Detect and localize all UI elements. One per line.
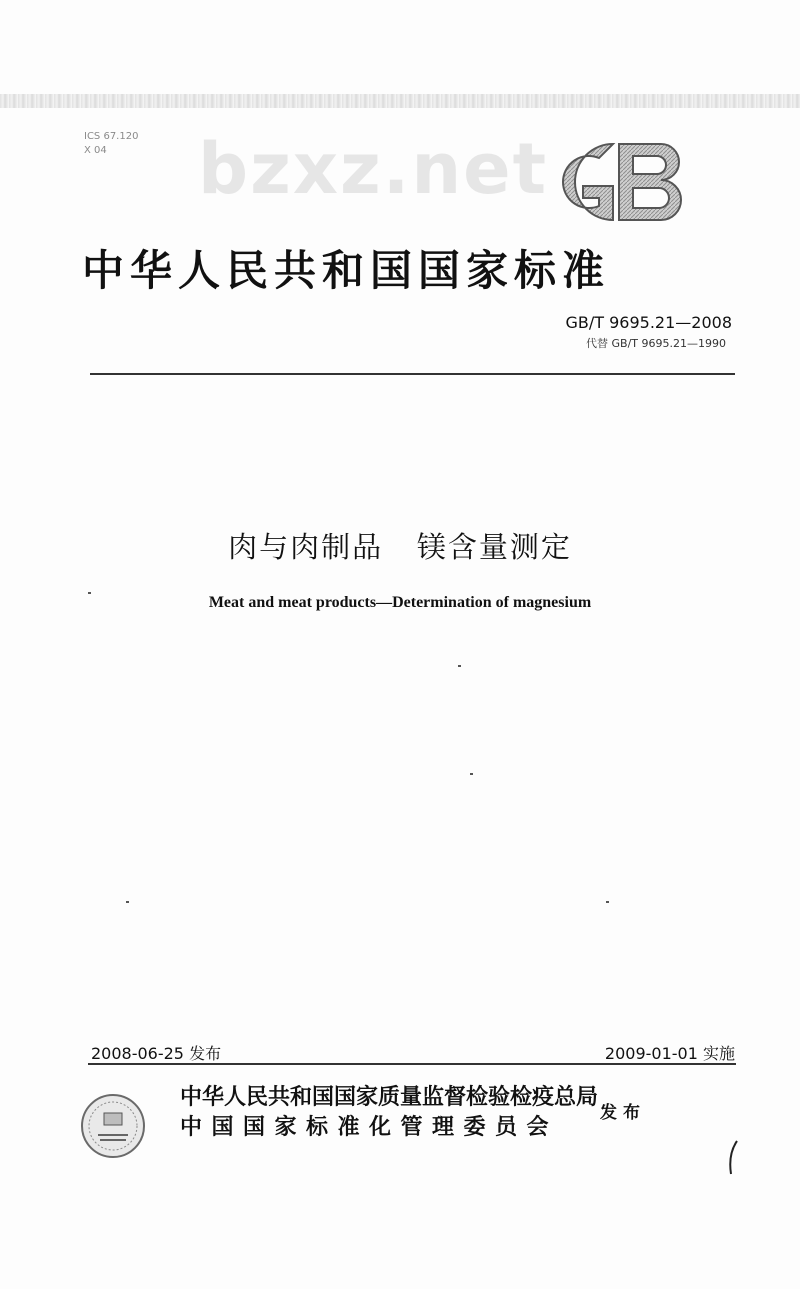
ics-code: ICS 67.120: [84, 131, 139, 142]
official-seal-icon: [80, 1093, 146, 1159]
classification-codes: [84, 130, 138, 158]
scan-speck: [126, 901, 129, 903]
issue-date: 2008-06-25 发布: [91, 1044, 222, 1063]
replaced-standard: 代替 GB/T 9695.21—1990: [586, 337, 726, 350]
scan-noise-strip: [0, 94, 800, 108]
scan-speck: [470, 773, 473, 775]
gb-logo-icon: [535, 134, 695, 230]
site-watermark: bzxz.net: [198, 128, 549, 210]
implementation-date: 2009-01-01 实施: [604, 1044, 735, 1063]
document-title-chinese: 肉与肉制品 镁含量测定: [228, 530, 572, 564]
ccs-code: X 04: [84, 145, 107, 156]
bottom-divider: [88, 1063, 736, 1065]
publish-label: 发布: [600, 1103, 646, 1123]
national-standard-heading: 中华人民共和国国家标准: [82, 246, 611, 295]
top-divider: [90, 373, 735, 375]
pen-stroke-mark: [722, 1138, 742, 1178]
scan-speck: [606, 901, 609, 903]
issuer-aqsiq: 中华人民共和国国家质量监督检验检疫总局: [180, 1085, 599, 1110]
issuing-authorities: [180, 1083, 598, 1143]
issuer-sac: 中国国家标准化管理委员会: [180, 1115, 559, 1140]
standard-number: GB/T 9695.21—2008: [565, 313, 732, 332]
document-title-english: Meat and meat products—Determination of magnesium: [208, 594, 592, 611]
scan-speck: [88, 592, 91, 594]
scan-speck: [458, 665, 461, 667]
